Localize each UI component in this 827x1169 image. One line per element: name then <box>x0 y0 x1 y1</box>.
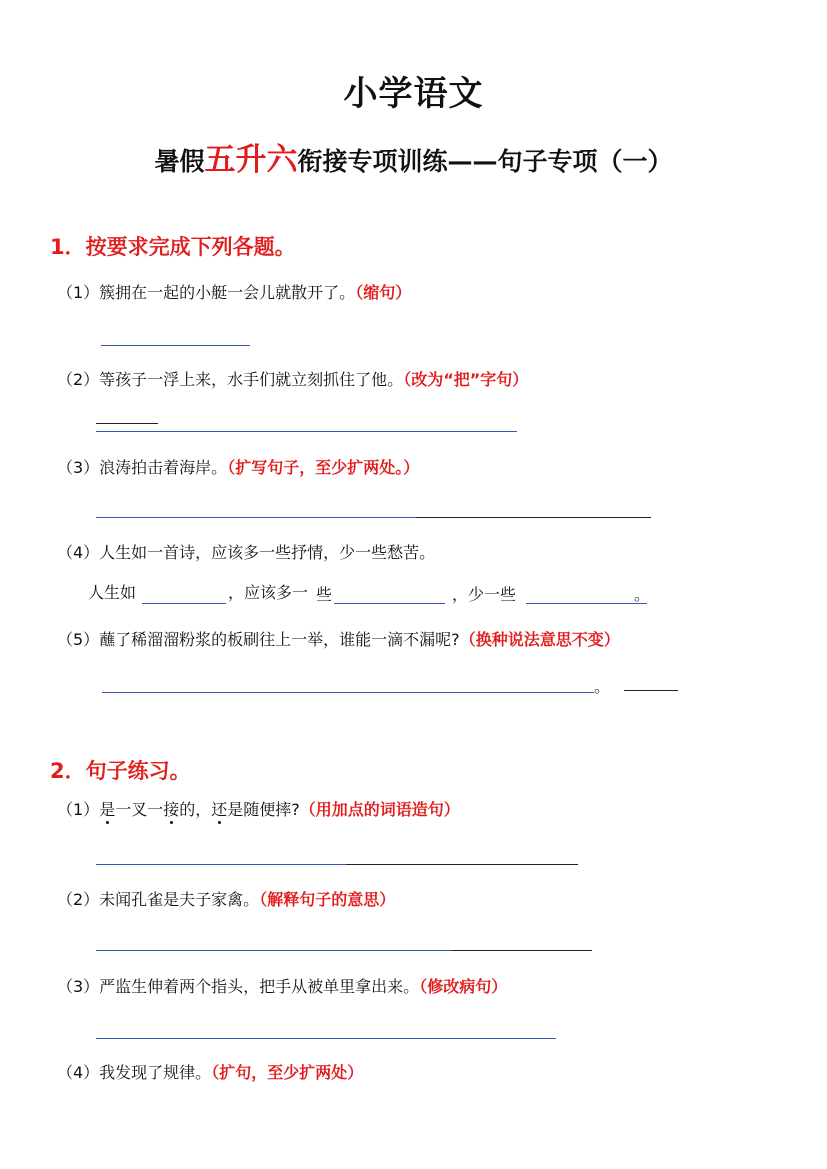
answer-line[interactable] <box>96 423 158 424</box>
question-hint: （缩句） <box>355 283 412 302</box>
question-text: （2）未闻孔雀是夫子家禽。 <box>57 890 260 909</box>
answer-end-mark: 。 <box>594 677 611 696</box>
question-hint: （扩写句子，至少扩两处。） <box>227 458 420 477</box>
question-text: （4）我发现了规律。 <box>57 1063 212 1082</box>
question-hint: （改为“把”字句） <box>403 370 529 389</box>
section2-q3 <box>57 974 507 997</box>
answer-line[interactable] <box>102 692 594 693</box>
subtitle-suffix: 衔接专项训练——句子专项（一） <box>297 147 673 176</box>
answer-line[interactable] <box>416 517 651 518</box>
answer-line[interactable] <box>624 690 678 691</box>
answer-line[interactable] <box>96 864 346 865</box>
section2-q4 <box>57 1060 363 1083</box>
question-hint: （用加点的词语造句） <box>299 800 460 819</box>
dotted-char: 接 <box>163 800 180 819</box>
fill-text-5: 。 <box>634 585 651 604</box>
section1-heading: 1．按要求完成下列各题。 <box>50 235 296 259</box>
question-hint: （换种说法意思不变） <box>459 630 620 649</box>
answer-line[interactable] <box>96 1038 556 1039</box>
subtitle-prefix: 暑假 <box>154 147 205 176</box>
question-hint: （扩句，至少扩两处） <box>211 1063 364 1082</box>
answer-line[interactable] <box>452 950 592 951</box>
question-text: （4）人生如一首诗，应该多一些抒情，少一些愁苦。 <box>57 543 436 562</box>
section1-q2 <box>57 367 528 390</box>
question-hint: （解释句子的意思） <box>259 890 396 909</box>
page-subtitle <box>0 134 827 179</box>
section2-heading: 2．句子练习。 <box>50 759 191 783</box>
fill-blank-3[interactable] <box>526 603 647 604</box>
section1-q1 <box>57 280 411 303</box>
fill-text-1: 人生如 <box>88 583 137 602</box>
fill-text-4: ，少一些 <box>452 585 517 604</box>
dotted-char: 还 <box>211 800 228 819</box>
question-text-part: 一叉一 <box>115 800 164 819</box>
fill-blank-2[interactable] <box>334 603 445 604</box>
section2-q1 <box>57 797 460 820</box>
question-text: （2）等孩子一浮上来，水手们就立刻抓住了他。 <box>57 370 404 389</box>
question-number: （1） <box>57 800 100 819</box>
answer-line[interactable] <box>96 431 517 432</box>
section1-q4 <box>57 540 435 563</box>
answer-line[interactable] <box>346 864 578 865</box>
section2-q2 <box>57 887 395 910</box>
question-text: （5）蘸了稀溜溜粉浆的板刷往上一举，谁能一滴不漏呢? <box>57 630 460 649</box>
answer-line[interactable] <box>96 950 452 951</box>
section1-q3 <box>57 455 419 478</box>
question-text: （1）簇拥在一起的小艇一会儿就散开了。 <box>57 283 356 302</box>
page-title: 小学语文 <box>343 74 484 114</box>
section1-q5 <box>57 627 620 650</box>
question-text: （3）浪涛拍击着海岸。 <box>57 458 228 477</box>
dotted-char: 是 <box>99 800 116 819</box>
question-text-part: 的， <box>179 800 212 819</box>
question-text-part: 是随便摔? <box>227 800 300 819</box>
question-text: （3）严监生伸着两个指头，把手从被单里拿出来。 <box>57 977 420 996</box>
answer-line[interactable] <box>96 517 416 518</box>
fill-blank-1[interactable] <box>142 603 226 604</box>
question-hint: （修改病句） <box>419 977 508 996</box>
answer-line[interactable] <box>101 345 250 346</box>
fill-text-2: ，应该多一 <box>228 583 309 602</box>
fill-text-3: 些 <box>316 585 333 604</box>
subtitle-grade: 五升六 <box>204 142 298 178</box>
